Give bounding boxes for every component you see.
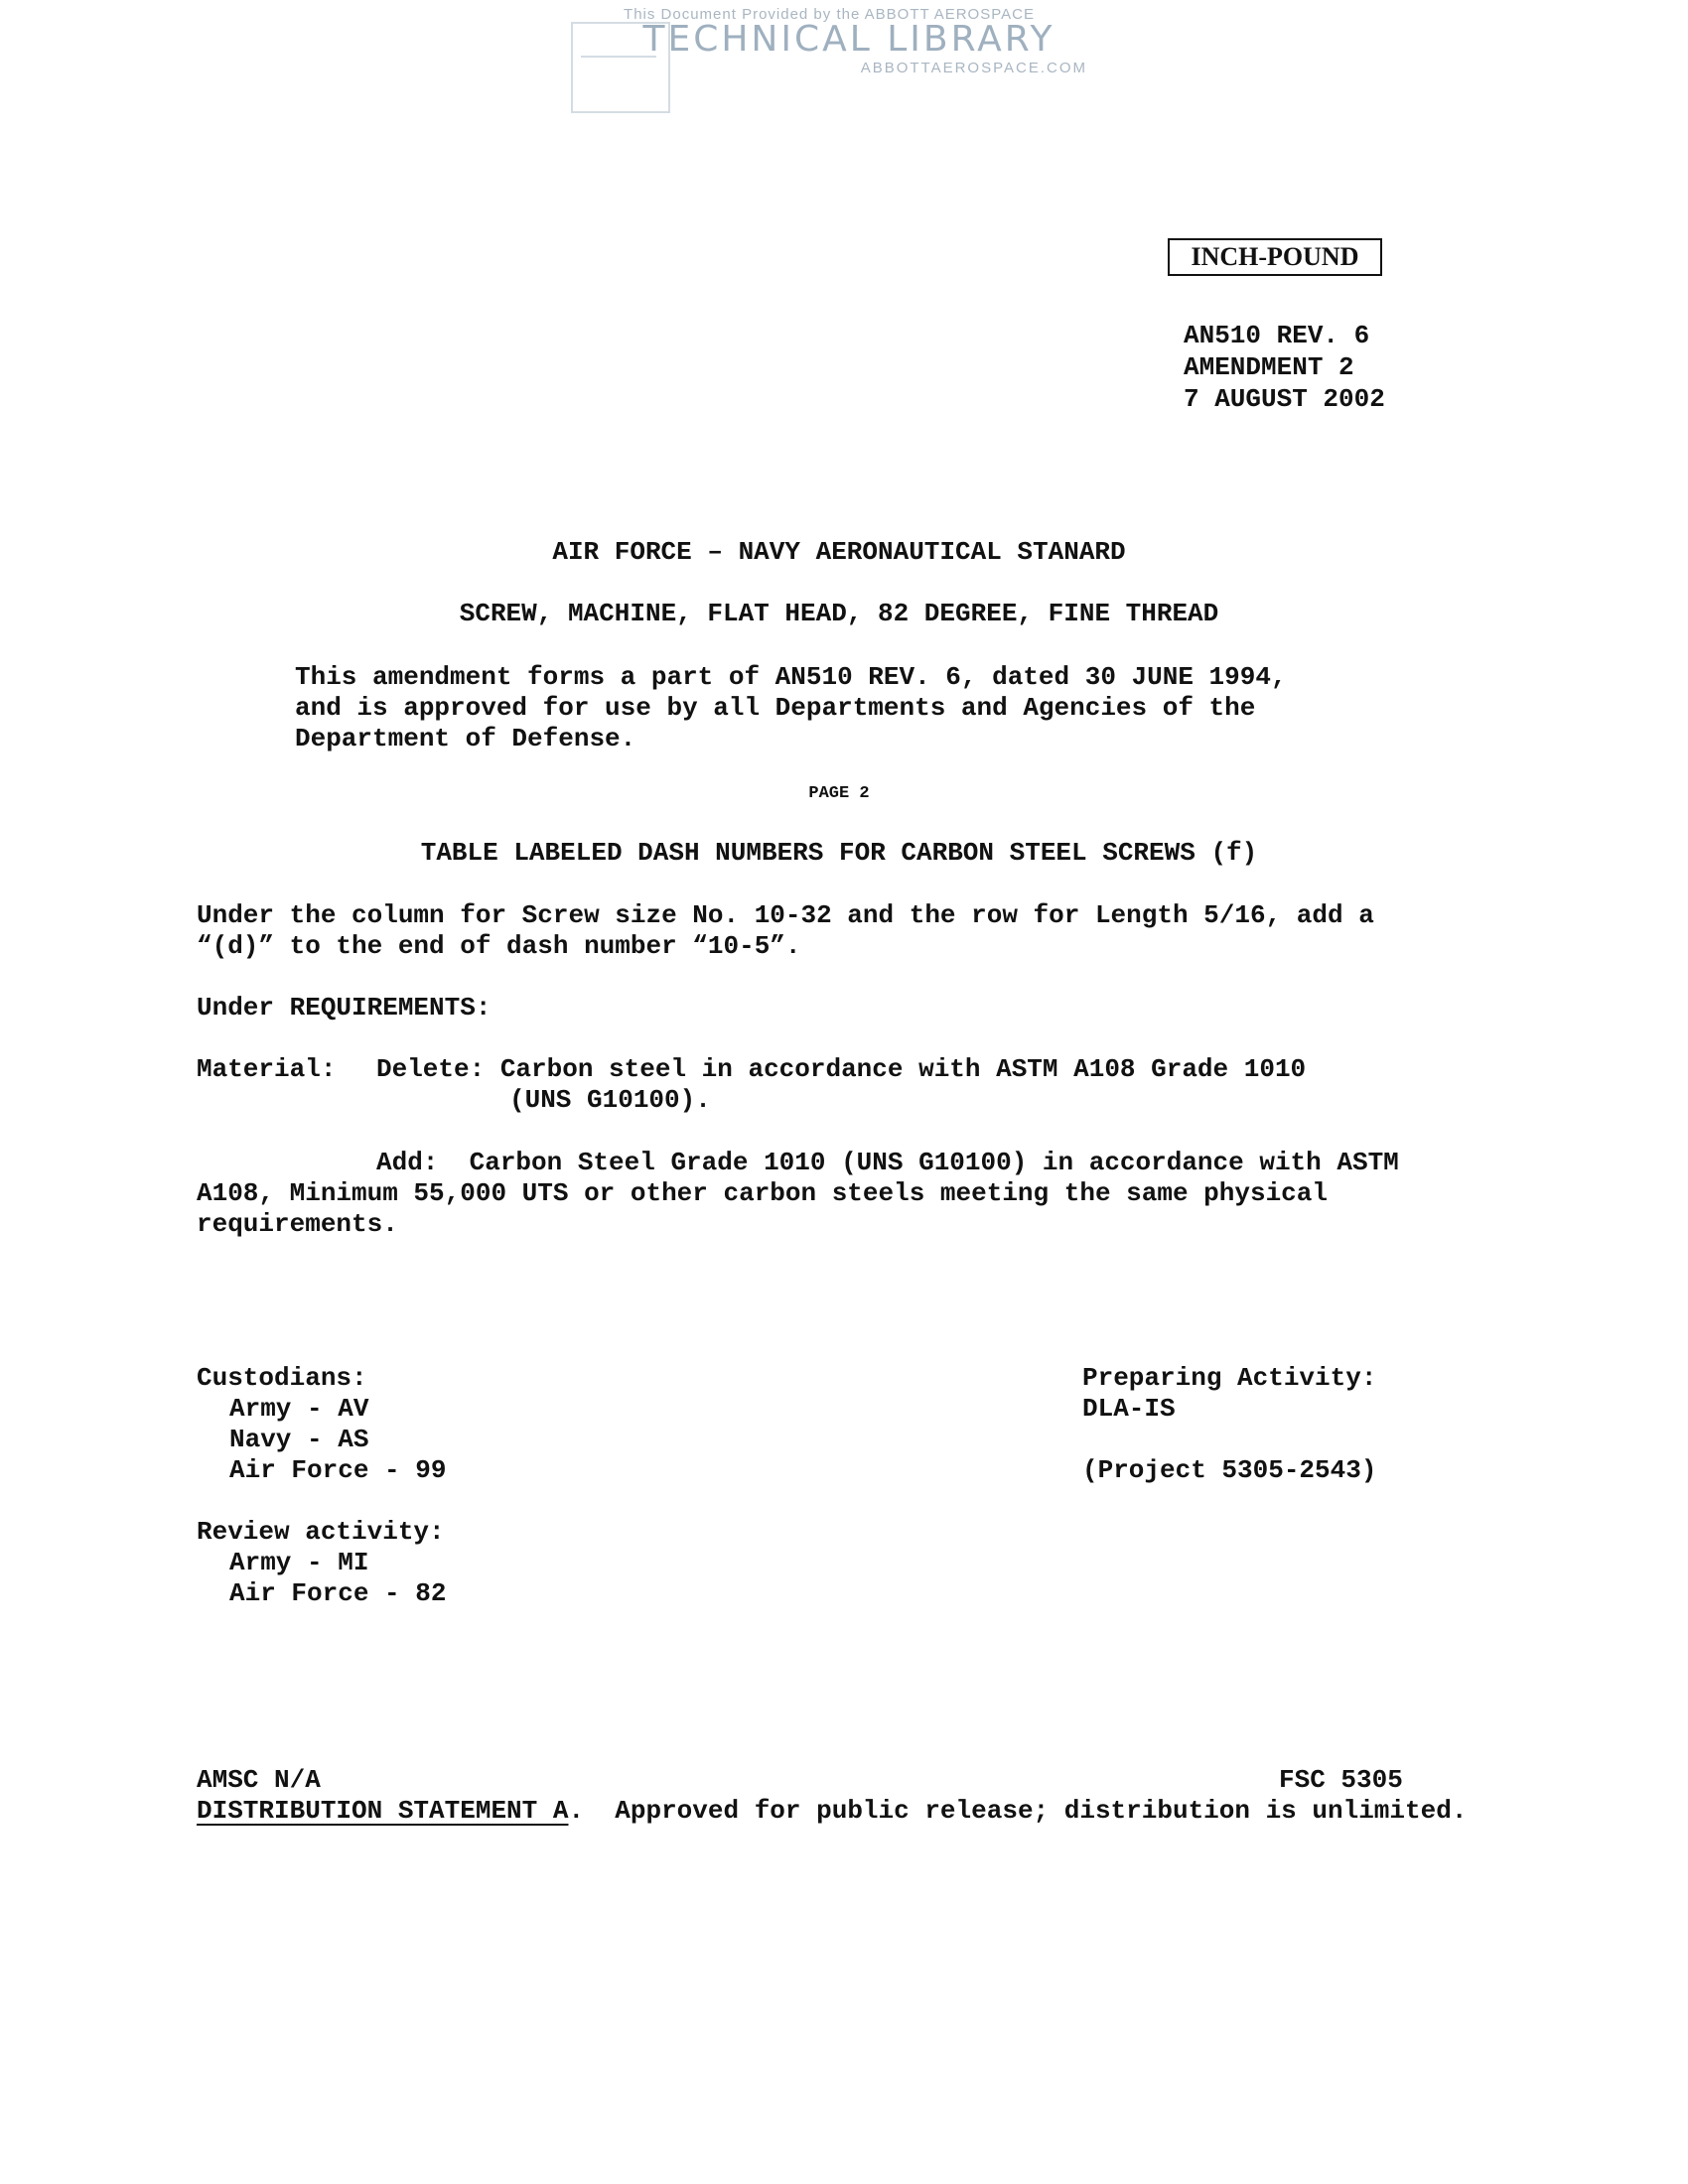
distribution-statement xyxy=(197,1795,1467,1827)
page-label: PAGE 2 xyxy=(808,784,870,803)
library-watermark xyxy=(571,2,1087,111)
material-delete-line-2: (UNS G10100). xyxy=(509,1085,711,1115)
custodian-item: Army - AV xyxy=(229,1394,369,1424)
material-label: Material: xyxy=(197,1054,337,1084)
review-heading: Review activity: xyxy=(197,1517,445,1547)
standard-title: AIR FORCE – NAVY AERONAUTICAL STANARD xyxy=(552,537,1126,567)
watermark-provider-line: This Document Provided by the ABBOTT AEROSPACE xyxy=(624,6,1035,23)
custodian-item: Air Force - 99 xyxy=(229,1455,447,1485)
amsc-code: AMSC N/A xyxy=(197,1765,321,1795)
change-line-2: “(d)” to the end of dash number “10-5”. xyxy=(197,931,801,961)
material-delete-line-1: Delete: Carbon steel in accordance with ASTM A108 Grade 1010 xyxy=(376,1054,1307,1084)
intro-line-2: and is approved for use by all Departments and Agencies of the xyxy=(295,693,1256,723)
amendment-number: AMENDMENT 2 xyxy=(1184,352,1354,382)
table-heading: TABLE LABELED DASH NUMBERS FOR CARBON STEEL SCREWS (f) xyxy=(420,838,1258,868)
watermark-url: ABBOTTAEROSPACE.COM xyxy=(860,60,1087,76)
intro-line-3: Department of Defense. xyxy=(295,724,636,753)
review-item: Army - MI xyxy=(229,1548,369,1577)
material-add-line-1: Add: Carbon Steel Grade 1010 (UNS G10100) in accordance with ASTM xyxy=(376,1148,1399,1177)
requirements-heading: Under REQUIREMENTS: xyxy=(197,993,492,1023)
material-add-line-2: A108, Minimum 55,000 UTS or other carbon steels meeting the same physical xyxy=(197,1178,1328,1208)
watermark-title: TECHNICAL LIBRARY xyxy=(642,19,1055,60)
review-item: Air Force - 82 xyxy=(229,1578,447,1608)
fsc-code: FSC 5305 xyxy=(1279,1765,1403,1795)
inch-pound-stamp: INCH-POUND xyxy=(1168,238,1382,276)
custodian-item: Navy - AS xyxy=(229,1425,369,1454)
material-add-line-3: requirements. xyxy=(197,1209,398,1239)
preparing-activity-heading: Preparing Activity: xyxy=(1082,1363,1377,1393)
distribution-statement-text: . Approved for public release; distribution is unlimited. xyxy=(568,1796,1468,1826)
intro-line-1: This amendment forms a part of AN510 REV. 6, dated 30 JUNE 1994, xyxy=(295,662,1287,692)
amendment-date: 7 AUGUST 2002 xyxy=(1184,384,1385,414)
project-number: (Project 5305-2543) xyxy=(1082,1455,1377,1485)
item-title: SCREW, MACHINE, FLAT HEAD, 82 DEGREE, FINE THREAD xyxy=(459,599,1219,628)
custodians-heading: Custodians: xyxy=(197,1363,367,1393)
change-line-1: Under the column for Screw size No. 10-32 and the row for Length 5/16, add a xyxy=(197,900,1374,930)
distribution-statement-label: DISTRIBUTION STATEMENT A xyxy=(197,1796,569,1826)
document-id: AN510 REV. 6 xyxy=(1184,321,1370,350)
preparing-activity-name: DLA-IS xyxy=(1082,1394,1176,1424)
